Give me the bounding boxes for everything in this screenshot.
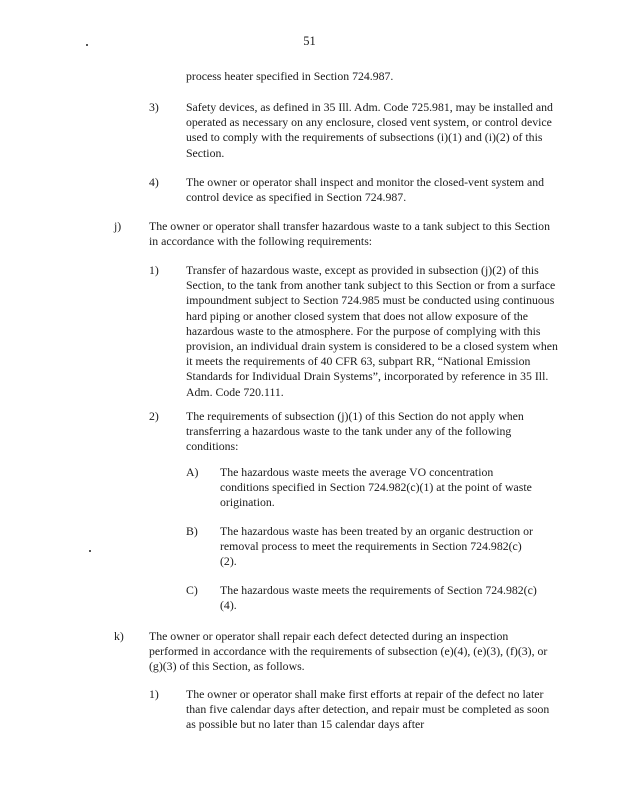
- item-label: 3): [149, 100, 159, 114]
- item-text: The hazardous waste has been treated by an organic destruction or removal process to meet the requirements in Section 724.982(c)(2).: [220, 524, 533, 569]
- item-label: 4): [149, 175, 159, 189]
- item-label: A): [186, 465, 199, 479]
- item-label: B): [186, 524, 198, 538]
- item-label: 1): [149, 263, 159, 277]
- item-label: 1): [149, 687, 159, 701]
- item-text: The owner or operator shall repair each defect detected during an inspection performed in accordance with the requirements of subsection (e)(4), (e)(3), (f)(3), or (g)(3) of this Section, as follows.: [149, 629, 548, 674]
- item-text: Transfer of hazardous waste, except as provided in subsection (j)(2) of this Section, to the tank from another tank subject to this Section or from a surface impoundment subject to Section 724.985 must be conducted using continuous hard piping or another closed system that does not allow exposure of the hazardous waste to the atmosphere. For the purpose of complying with this provision, an individual drain system is considered to be a closed system when it meets the requirements of 40 CFR 63, subpart RR, “National Emission Standards for Individual Drain Systems”, incorporated by reference in 35 Ill. Adm. Code 720.111.: [186, 263, 558, 399]
- continued-text: process heater specified in Section 724.987.: [186, 69, 394, 83]
- item-text: The requirements of subsection (j)(1) of this Section do not apply when transferring a hazardous waste to the tank under any of the following conditions:: [186, 409, 524, 454]
- item-text: The hazardous waste meets the requirements of Section 724.982(c)(4).: [220, 583, 537, 613]
- page-number: 51: [303, 34, 316, 48]
- item-text: Safety devices, as defined in 35 Ill. Adm. Code 725.981, may be installed and operated as necessary on any enclosure, closed vent system, or control device used to comply with the requirements of subsections (i)(1) and (i)(2) of this Section.: [186, 100, 553, 160]
- item-label: 2): [149, 409, 159, 423]
- item-label: C): [186, 583, 198, 597]
- item-text: The hazardous waste meets the average VO concentration conditions specified in Section 724.982(c)(1) at the point of waste origination.: [220, 465, 532, 510]
- item-label: j): [114, 219, 122, 233]
- scan-speck: [89, 550, 91, 552]
- item-label: k): [114, 629, 124, 643]
- item-text: The owner or operator shall inspect and monitor the closed-vent system and control device as specified in Section 724.987.: [186, 175, 545, 205]
- item-text: The owner or operator shall make first efforts at repair of the defect no later than five calendar days after detection, and repair must be completed as soon as possible but no later than 15 calendar days after: [186, 687, 550, 732]
- item-text: The owner or operator shall transfer hazardous waste to a tank subject to this Section in accordance with the following requirements:: [149, 219, 550, 249]
